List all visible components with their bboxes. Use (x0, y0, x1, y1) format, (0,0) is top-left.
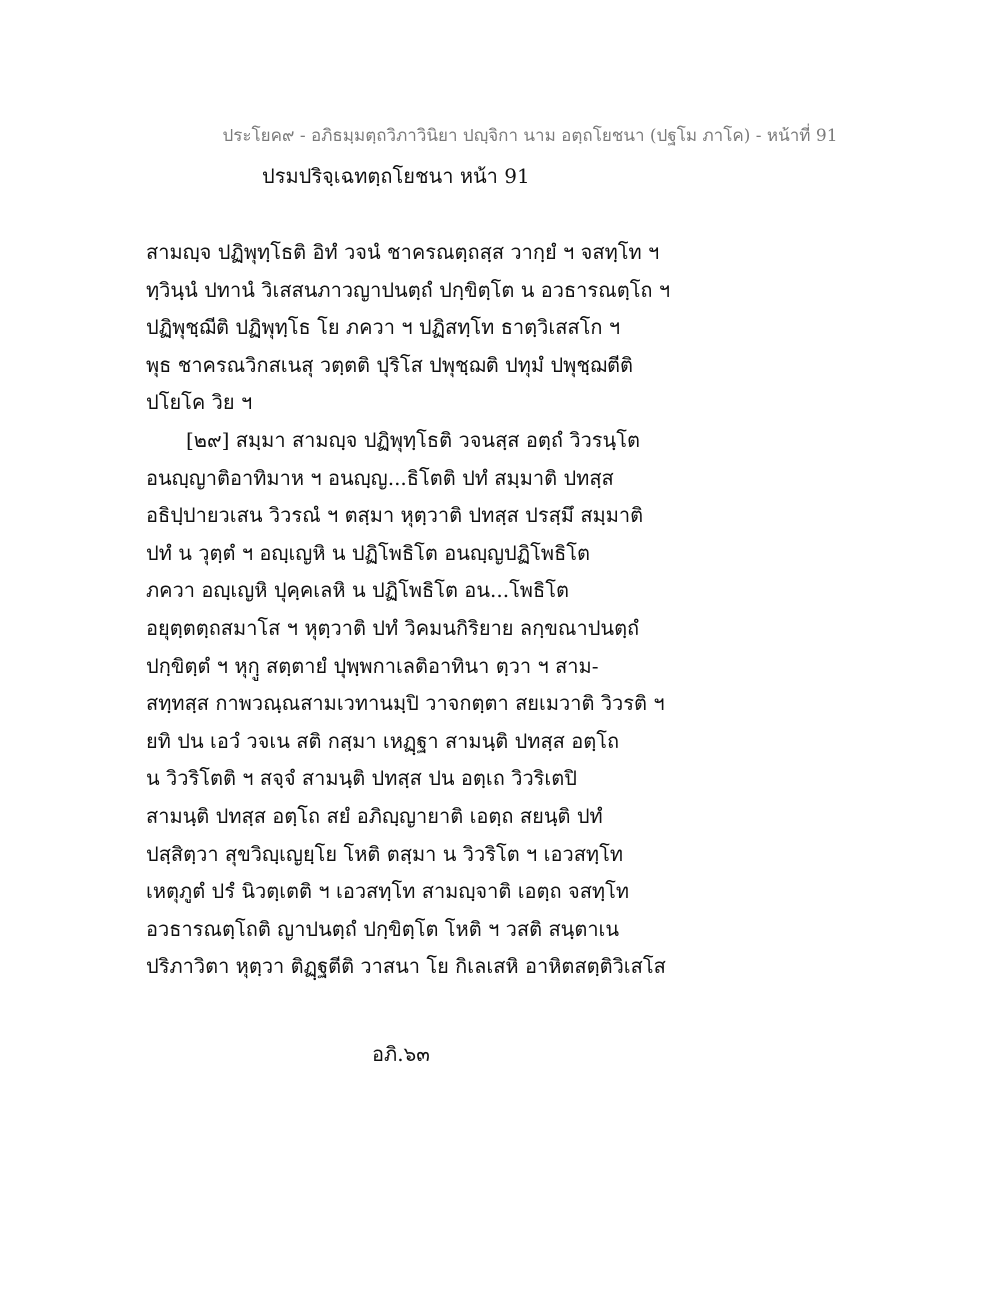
body-text (146, 234, 866, 986)
text-line: สามญฺจ ปฏิพุทฺโธติ อิทํ วจนํ ชาครณตฺถสฺส วากฺยํ ฯ จสทฺโท ฯ (146, 240, 660, 264)
text-line: ภควา อญฺเญหิ ปุคฺคเลหิ น ปฏิโพธิโต อน...โพธิโต (146, 578, 569, 603)
text-line: ยทิ ปน เอวํ วจเน สติ กสฺมา เหฏฺฐา สามนฺติ ปทสฺส อตฺโถ (146, 728, 620, 753)
text-line: ปริภาวิตา หุตฺวา ติฏฺฐตีติ วาสนา โย กิเลเสหิ อาหิตสตฺติวิเสโส (146, 954, 666, 979)
text-line: ทฺวินฺนํ ปทานํ วิเสสนภาวญาปนตฺถํ ปกฺขิตฺโต น อวธารณตฺโถ ฯ (146, 277, 671, 302)
text-line: สทฺทสฺส กาพวณฺณสามเวทานมฺปิ วาจกตฺตา สยเมวาติ วิวรติ ฯ (146, 691, 665, 716)
text-line: ปสฺสิตฺวา สุขวิญฺเญยฺโย โหติ ตสฺมา น วิวริโต ฯ เอวสทฺโท (146, 841, 624, 866)
text-line: อนญฺญาติอาทิมาห ฯ อนญฺญ...ธิโตติ ปทํ สมฺมาติ ปทสฺส (146, 465, 614, 490)
text-line: สามนฺติ ปทสฺส อตฺโถ สยํ อภิญฺญายาติ เอตฺถ สยนฺติ ปทํ (146, 803, 603, 828)
text-line: พุธ ชาครณวิกสเนสุ วตฺตติ ปุริโส ปพุชฺฌติ ปทุมํ ปพุชฺฌตีติ (146, 352, 633, 377)
running-header: ประโยค๙ - อภิธมฺมตฺถวิภาวินิยา ปญฺจิกา นาม อตฺถโยชนา (ปฐโม ภาโค) - หน้าที่ 91 (222, 126, 838, 146)
text-line: อยุตฺตตฺถสมาโส ฯ หุตฺวาติ ปทํ วิคมนกิริยาย ลกฺขณาปนตฺถํ (146, 615, 640, 640)
text-line: น วิวริโตติ ฯ สจฺจํ สามนฺติ ปทสฺส ปน อตฺเถ วิวริเตปิ (146, 766, 577, 791)
text-line: เหตุภูตํ ปรํ นิวตฺเตติ ฯ เอวสทฺโท สามญฺจาติ เอตฺถ จสทฺโท (146, 879, 630, 904)
text-line: อธิปฺปายวเสน วิวรณํ ฯ ตสฺมา หุตฺวาติ ปทสฺส ปรสฺมึ สมฺมาติ (146, 503, 644, 528)
text-line: ปฏิพุชฺฌีติ ปฏิพุทฺโธ โย ภควา ฯ ปฏิสทฺโท ธาตฺวิเสสโก ฯ (146, 315, 621, 340)
paragraph-start-line: [๒๙] สมฺมา สามญฺจ ปฏิพุทฺโธติ วจนสฺส อตฺถํ วิวรนฺโต (186, 427, 640, 452)
text-line: ปกฺขิตฺตํ ฯ หุกฺู สตฺตายํ ปุพฺพกาเลติอาทินา ตฺวา ฯ สาม- (146, 653, 599, 678)
section-title: ปรมปริจฺเฉทตฺถโยชนา หน้า 91 (262, 164, 530, 188)
text-line: ปโยโค วิย ฯ (146, 390, 253, 415)
text-line: ปทํ น วุตฺตํ ฯ อญฺเญหิ น ปฏิโพธิโต อนญฺญปฏิโพธิโต (146, 540, 591, 565)
text-line: อวธารณตฺโถติ ญาปนตฺถํ ปกฺขิตฺโต โหติ ฯ วสติ สนฺตาเน (146, 916, 620, 941)
footer-mark: อภิ.๖๓ (372, 1042, 430, 1066)
